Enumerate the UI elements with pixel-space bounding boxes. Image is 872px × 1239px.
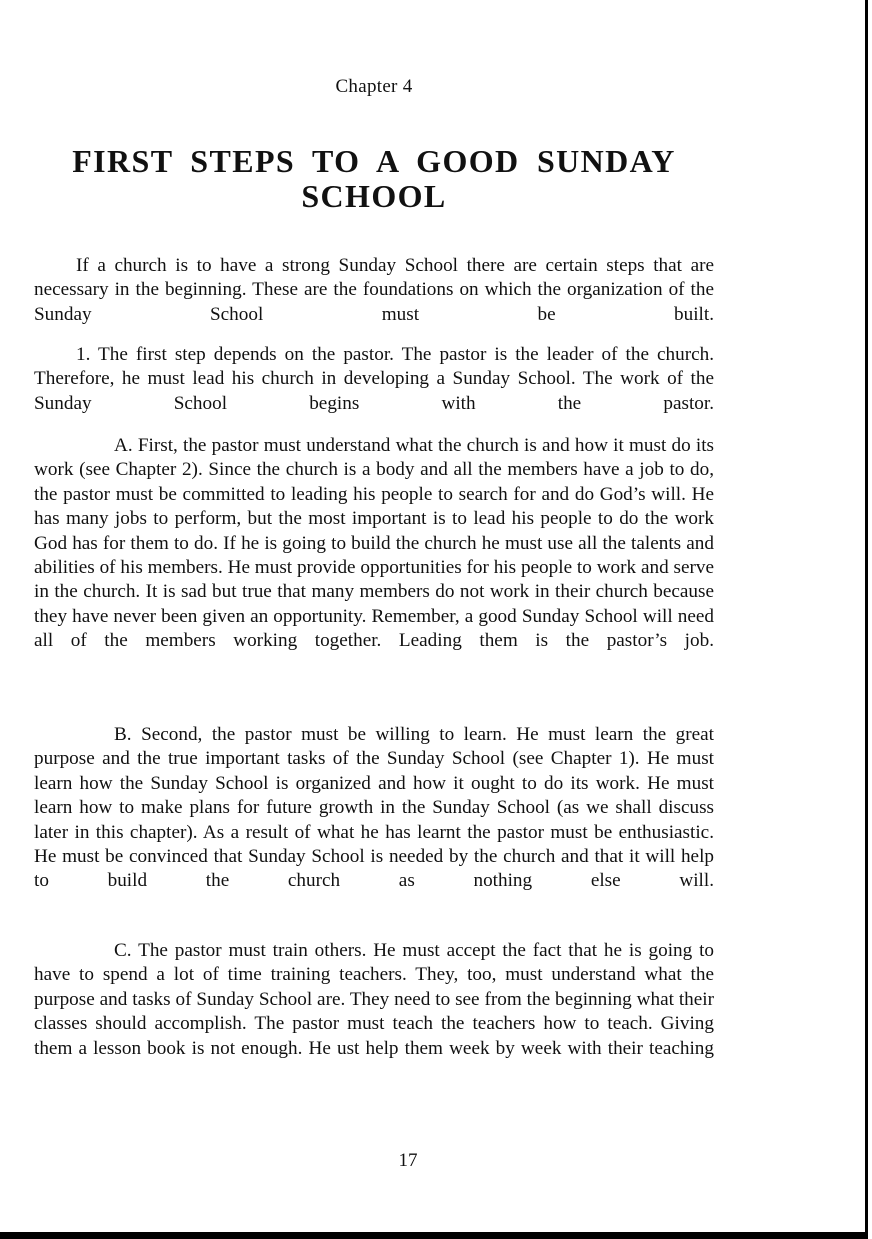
paragraph-point-c: C. The pastor must train others. He must accept the fact that he is going to have to spend a lot of time training teachers. They, too, must understand what the purpose and tasks of Sunday School are. They need to see from the beginning what their classes should accomplish. The pastor must teach the teachers how to teach. Giving them a lesson book is not enough. He ust help them week by week with their teaching bbox=[34, 940, 714, 1059]
page-bottom-edge bbox=[0, 1232, 868, 1239]
page-number: 17 bbox=[398, 1150, 418, 1171]
paragraph-intro: If a church is to have a strong Sunday School there are certain steps that are necessary in the beginning. These are the foundations on which the organization of the Sunday School must be built. bbox=[34, 255, 714, 325]
chapter-title: FIRST STEPS TO A GOOD SUNDAY SCHOOL bbox=[72, 143, 676, 214]
paragraph-point-a: A. First, the pastor must understand what the church is and how it must do its work (see Chapter 2). Since the church is a body and all the members have a job to do, the pastor must be committed to leading his people to search for and do God’s will. He has many jobs to perform, but the most important is to lead his people to do the work God has for them to do. If he is going to build the church he must use all the talents and abilities of his members. He must provide opportunities for his people to work and serve in the church. It is sad but true that many members do not work in their church because they have never been given an opportunity. Remember, a good Sunday School will need all of the members working together. Leading them is the pastor’s job. bbox=[34, 435, 714, 652]
paragraph-step-1: 1. The first step depends on the pastor. The pastor is the leader of the church. Therefore, he must lead his church in developing a Sunday School. The work of the Sunday School begins with the pastor. bbox=[34, 344, 714, 414]
page-right-edge bbox=[865, 0, 868, 1239]
paragraph-point-b: B. Second, the pastor must be willing to learn. He must learn the great purpose and the true important tasks of the Sunday School (see Chapter 1). He must learn how the Sunday School is organized and how it ought to do its work. He must learn how to make plans for future growth in the Sunday School (as we shall discuss later in this chapter). As a result of what he has learnt the pastor must be enthusiastic. He must be convinced that Sunday School is needed by the church and that it will help to build the church as nothing else will. bbox=[34, 724, 714, 892]
chapter-label: Chapter 4 bbox=[335, 76, 413, 97]
